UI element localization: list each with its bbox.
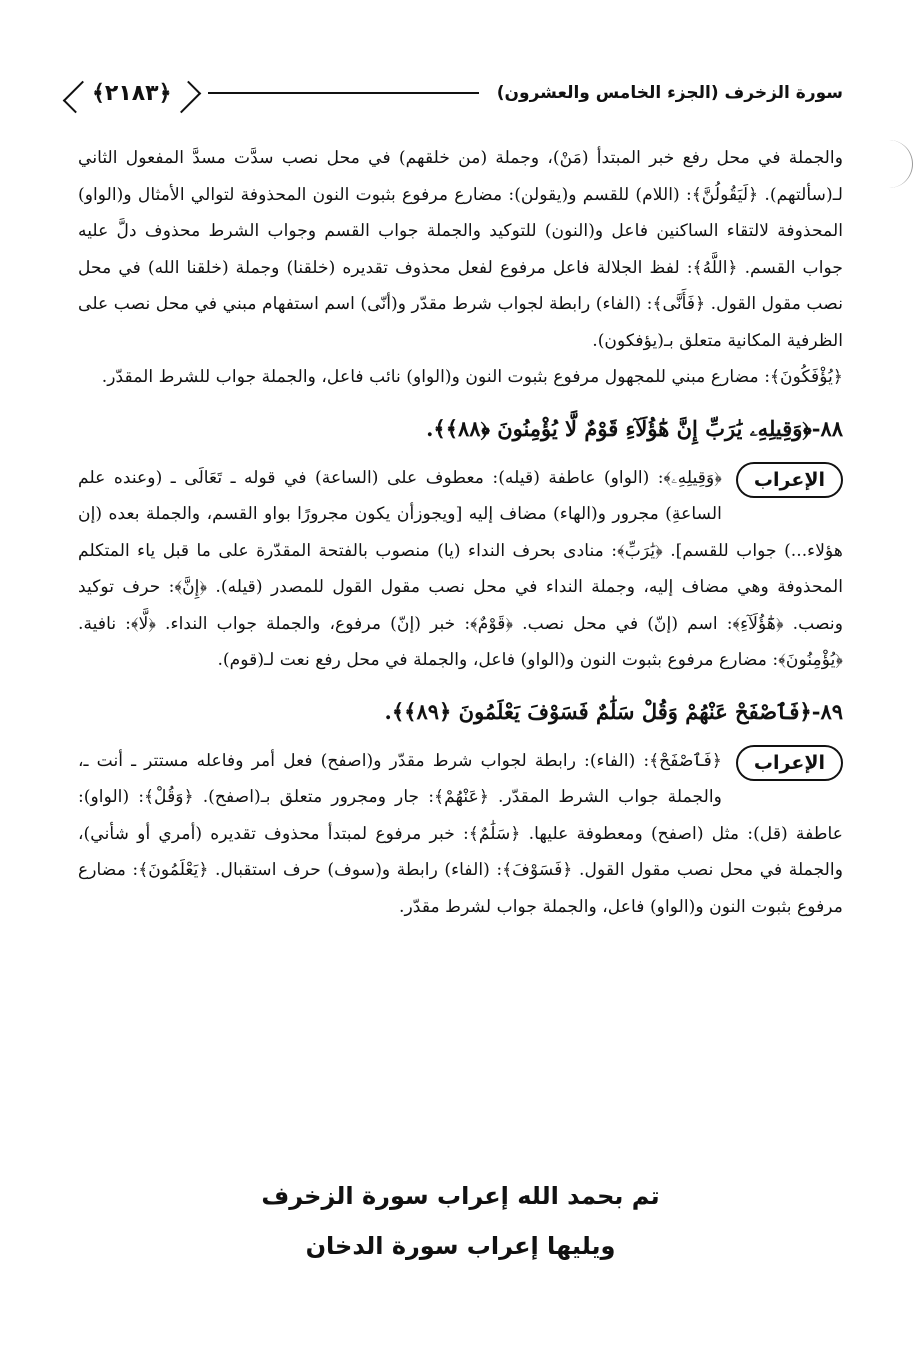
closing-line-1: تم بحمد الله إعراب سورة الزخرف [261, 1182, 660, 1210]
running-header [78, 68, 843, 118]
paragraph-1: والجملة في محل رفع خبر المبتدأ (مَنْ)، وجملة (من خلقهم) في محل نصب سدَّت مسدَّ المفعول الثاني لـ(سألتهم). ﴿لَيَقُولُنَّ﴾: (اللام) للقسم و(يقولن): مضارع مرفوع بثبوت النون المحذوفة لتوالي الأمثال و(الواو) المحذوفة لالتقاء الساكنين فاعل و(النون) للتوكيد والجملة جواب القسم وجواب الشرط محذوف دلَّ عليه جواب القسم. ﴿اللَّهُ﴾: لفظ الجلالة فاعل مرفوع لفعل محذوف تقديره (خلقنا) وجملة (خلقنا الله) في محل نصب مقول القول. ﴿فَأَنَّى﴾: (الفاء) رابطة لجواب شرط مقدّر و(أنّى) اسم استفهام مبني في محل نصب على الظرفية المكانية متعلق بـ(يؤفكون). [78, 148, 843, 351]
closing-note [78, 1172, 843, 1272]
iarab-88 [78, 460, 843, 679]
page-body [78, 140, 843, 925]
iarab-89-text: ﴿فَٱصْفَحْ﴾: (الفاء): رابطة لجواب شرط مقدّر و(اصفح) فعل أمر وفاعله مستتر ـ أنت ـ، والجملة جواب الشرط المقدّر. ﴿عَنْهُمْ﴾: جار ومجرور متعلق بـ(اصفح). ﴿وَقُلْ﴾: (الواو): عاطفة (قل): مثل (اصفح) ومعطوفة عليها. ﴿سَلَٰمٌ﴾: خبر مرفوع لمبتدأ محذوف تقديره (أمري أو شأني)، والجملة في محل نصب مقول القول. ﴿فَسَوْفَ﴾: (الفاء) رابطة و(سوف) حرف استقبال. ﴿يَعْلَمُونَ﴾: مضارع مرفوع بثبوت النون و(الواو) فاعل، والجملة جواب لشرط مقدّر. [78, 750, 843, 917]
iarab-88-text: ﴿وَقِيلِهِۦ﴾: (الواو) عاطفة (قيله): معطوف على (الساعة) في قوله ـ تَعَالَى ـ (وعنده علم الساعةِ) مجرور و(الهاء) مضاف إليه [ويجوزأن يكون مجرورًا بواو القسم، والجملة بعده (إن هؤلاء...) جواب للقسم]. ﴿يَٰرَبِّ﴾: منادى بحرف النداء (يا) منصوب بالفتحة المقدّرة على ما قبل ياء المتكلم المحذوفة وهي مضاف إليه، وجملة النداء في محل نصب مقول القول للمصدر (قيله). ﴿إِنَّ﴾: حرف توكيد ونصب. ﴿هَٰٓؤُلَآءِ﴾: اسم (إنّ) في محل نصب. ﴿قَوْمٌ﴾: خبر (إنّ) مرفوع، والجملة جواب النداء. ﴿لَّا﴾: نافية. ﴿يُؤْمِنُونَ﴾: مضارع مرفوع بثبوت النون و(الواو) فاعل، والجملة في محل رفع نعت لـ(قوم). [78, 467, 843, 670]
closing-line-2: ويليها إعراب سورة الدخان [305, 1232, 616, 1260]
paragraph-2: ﴿يُؤْفَكُونَ﴾: مضارع مبني للمجهول مرفوع بثبوت النون و(الواو) نائب فاعل، والجملة جواب للشرط المقدّر. [101, 367, 843, 387]
iarab-badge-89: الإعراب [736, 745, 843, 781]
verse-88: ٨٨-﴿وَقِيلِهِۦ يَٰرَبِّ إِنَّ هَٰٓؤُلَآءِ قَوْمٌ لَّا يُؤْمِنُونَ ﴿٨٨﴾﴾. [426, 415, 843, 441]
page-number: ﴿٢١٨٣﴾ [78, 77, 186, 110]
page-curl-mark [888, 140, 913, 188]
iarab-89 [78, 743, 843, 926]
verse-89: ٨٩-﴿فَٱصْفَحْ عَنْهُمْ وَقُلْ سَلَٰمٌ فَسَوْفَ يَعْلَمُونَ ﴿٨٩﴾﴾. [384, 698, 843, 724]
header-rule [208, 92, 479, 94]
header-title: سورة الزخرف (الجزء الخامس والعشرون) [496, 83, 843, 103]
iarab-badge-88: الإعراب [736, 462, 843, 498]
